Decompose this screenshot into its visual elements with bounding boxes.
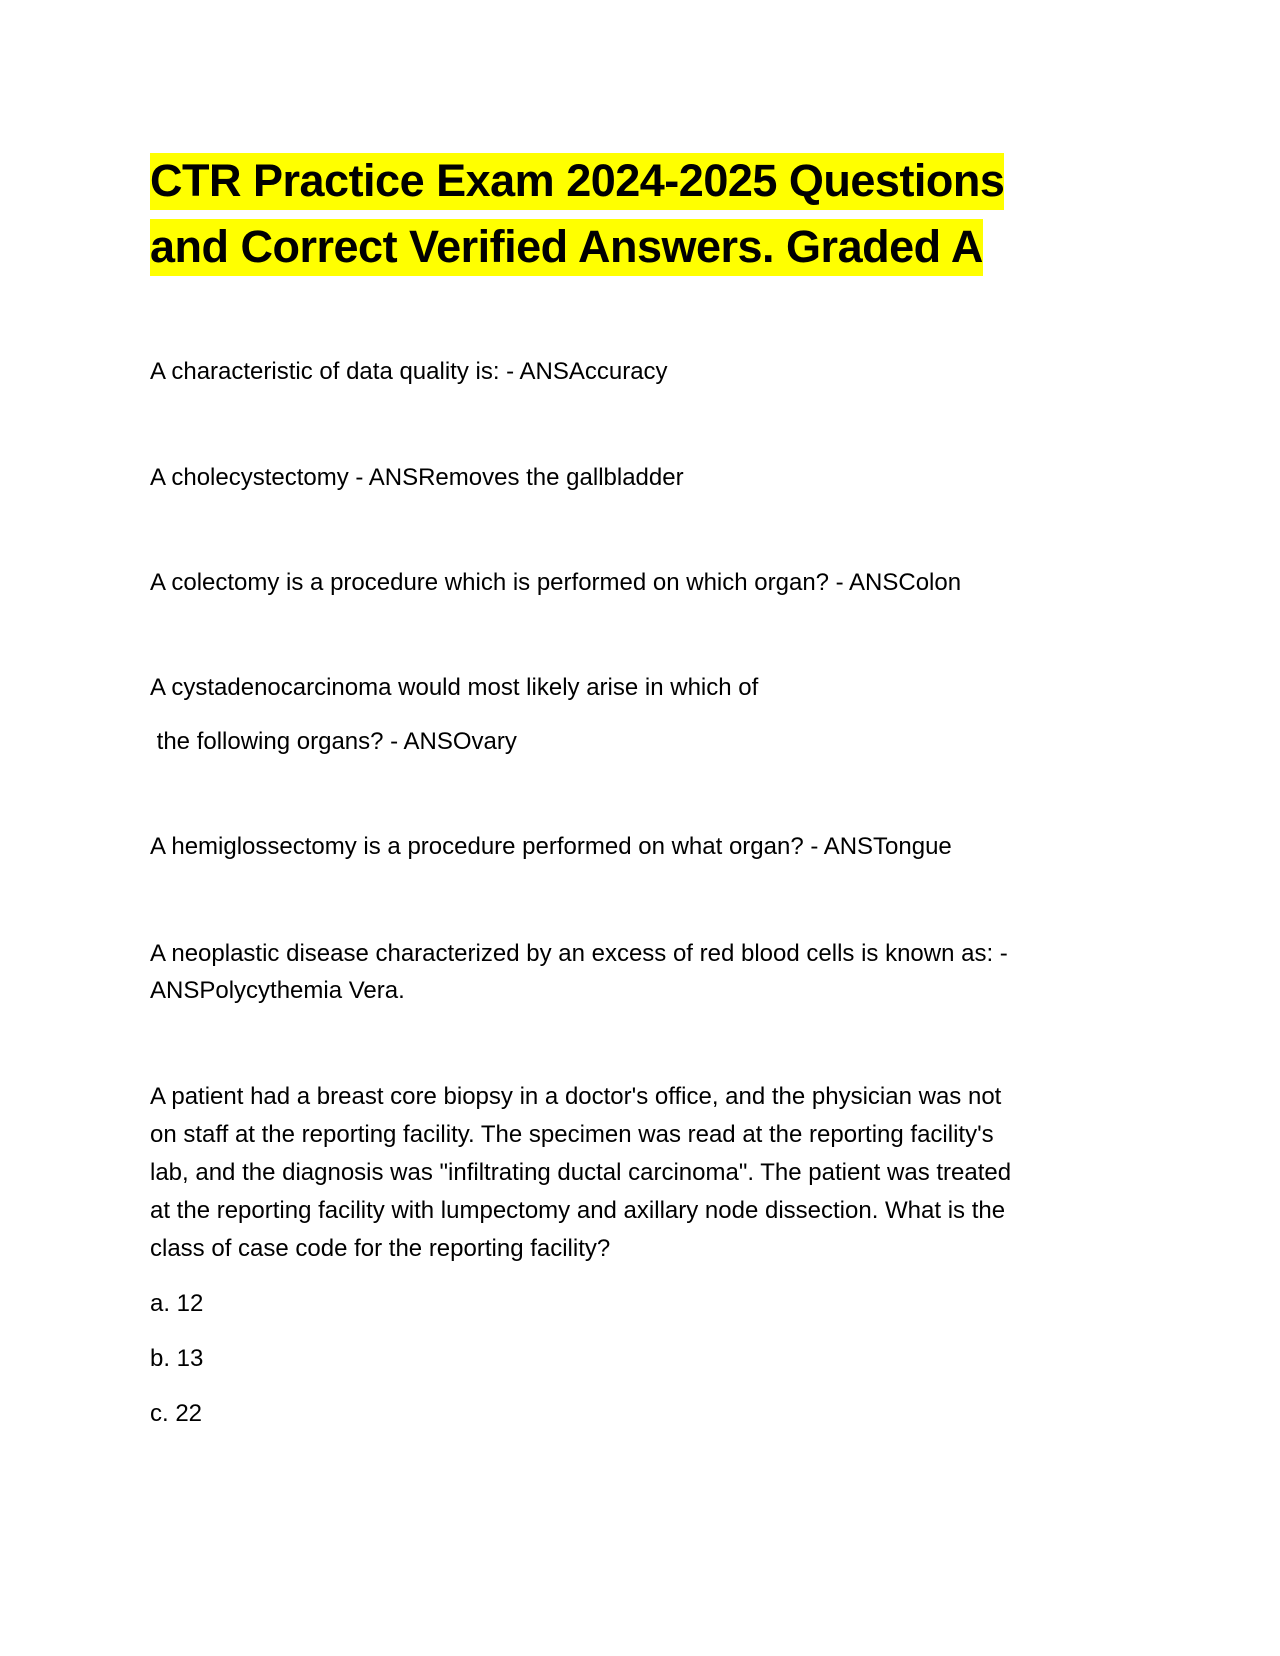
question-cystadenocarcinoma-line-1: A cystadenocarcinoma would most likely arise in which of: [150, 674, 759, 701]
question-class-of-case-line-5: class of case code for the reporting facility?: [150, 1235, 611, 1262]
question-colectomy: A colectomy is a procedure which is performed on which organ? - ANSColon: [150, 569, 962, 596]
question-cholecystectomy: A cholecystectomy - ANSRemoves the gallbladder: [150, 464, 684, 491]
answer-option-b: b. 13: [150, 1345, 204, 1372]
question-cystadenocarcinoma-line-2: the following organs? - ANSOvary: [150, 728, 517, 755]
question-polycythemia-line-1: A neoplastic disease characterized by an excess of red blood cells is known as: -: [150, 940, 1008, 967]
question-class-of-case-line-1: A patient had a breast core biopsy in a doctor's office, and the physician was not: [150, 1083, 1002, 1110]
answer-option-c: c. 22: [150, 1400, 203, 1427]
document-title: [150, 148, 1004, 280]
question-polycythemia-line-2: ANSPolycythemia Vera.: [150, 977, 405, 1004]
question-class-of-case-line-2: on staff at the reporting facility. The specimen was read at the reporting facility's: [150, 1121, 994, 1148]
title-line-2: and Correct Verified Answers. Graded A: [150, 219, 983, 276]
question-data-quality: A characteristic of data quality is: - ANSAccuracy: [150, 358, 668, 385]
question-hemiglossectomy: A hemiglossectomy is a procedure performed on what organ? - ANSTongue: [150, 833, 952, 860]
question-class-of-case-line-4: at the reporting facility with lumpectomy and axillary node dissection. What is the: [150, 1197, 1006, 1224]
question-class-of-case-line-3: lab, and the diagnosis was "infiltrating ductal carcinoma". The patient was treated: [150, 1159, 1012, 1186]
answer-option-a: a. 12: [150, 1290, 204, 1317]
title-line-1: CTR Practice Exam 2024-2025 Questions: [150, 153, 1004, 210]
